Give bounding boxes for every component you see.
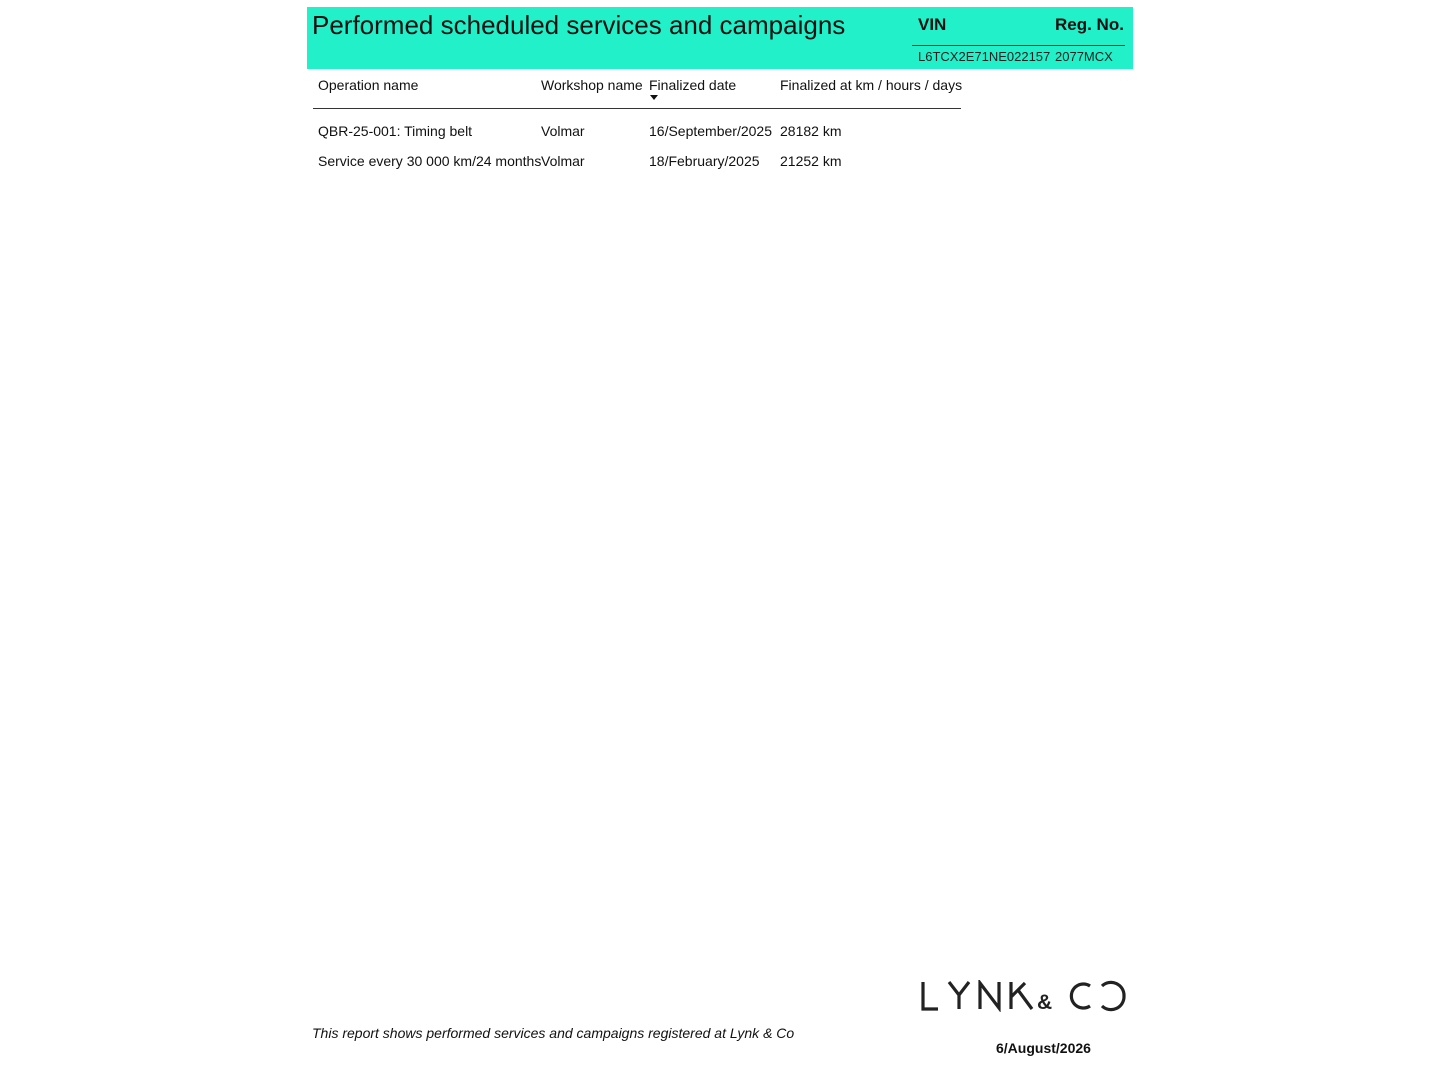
cell-operation: QBR-25-001: Timing belt [318, 123, 473, 139]
column-header-finalized-date[interactable]: Finalized date [649, 77, 737, 93]
cell-finalized-date: 16/September/2025 [649, 123, 772, 139]
column-header-workshop[interactable]: Workshop name [541, 77, 643, 93]
column-header-operation[interactable]: Operation name [318, 77, 419, 93]
sort-descending-icon[interactable] [650, 95, 658, 100]
vin-value: L6TCX2E71NE022157 [918, 49, 1051, 64]
reg-no-label: Reg. No. [1055, 15, 1124, 34]
table-row [313, 116, 961, 146]
cell-operation: Service every 30 000 km/24 months [318, 153, 542, 169]
column-header-finalized-km[interactable]: Finalized at km / hours / days [780, 77, 963, 93]
services-table [313, 72, 961, 176]
cell-finalized-km: 21252 km [780, 153, 842, 169]
reg-no-value: 2077MCX [1055, 49, 1113, 64]
cell-finalized-date: 18/February/2025 [649, 153, 760, 169]
lynk-co-logo [920, 980, 1128, 1012]
report-disclaimer: This report shows performed services and campaigns registered at Lynk & Co [312, 1025, 795, 1041]
table-header-row [313, 72, 961, 109]
table-row [313, 146, 961, 176]
cell-workshop: Volmar [541, 153, 585, 169]
header-divider [912, 45, 1125, 46]
report-date: 6/August/2026 [996, 1040, 1091, 1056]
vin-label: VIN [918, 15, 947, 34]
cell-workshop: Volmar [541, 123, 585, 139]
page-title: Performed scheduled services and campaigns [312, 10, 846, 40]
header-band [307, 7, 1133, 69]
cell-finalized-km: 28182 km [780, 123, 842, 139]
svg-text:&: & [1037, 991, 1053, 1012]
table-body [313, 116, 961, 176]
